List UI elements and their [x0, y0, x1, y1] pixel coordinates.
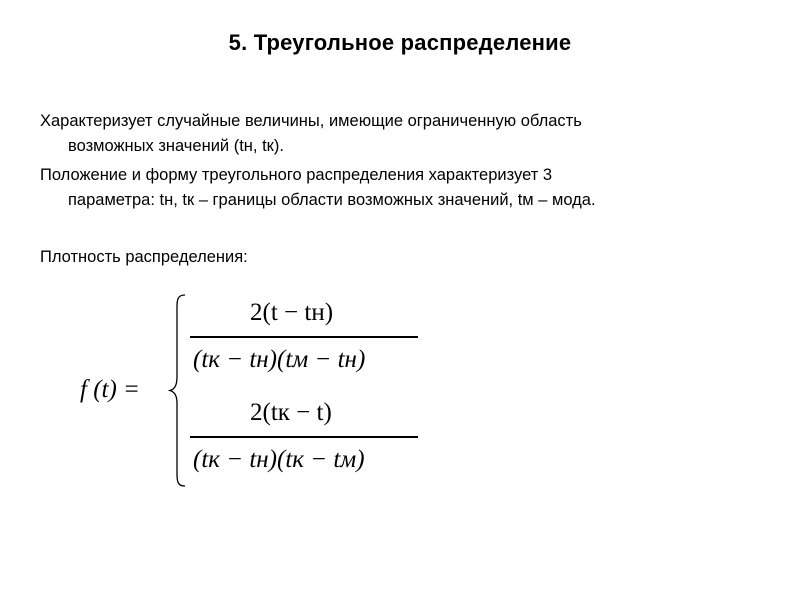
formula-brace	[168, 293, 190, 488]
paragraph-description-line1: Характеризует случайные величины, имеющие ограниченную область	[40, 112, 582, 130]
paragraph-description-line2: возможных значений (tн, tк).	[68, 137, 284, 155]
case2-denominator: (tк − tн)(tк − tм)	[193, 446, 365, 473]
case2-fraction-bar	[190, 436, 418, 438]
case1-numerator: 2(t − tн)	[250, 299, 334, 326]
slide-title: 5. Треугольное распределение	[228, 30, 572, 55]
density-label: Плотность распределения:	[40, 248, 248, 266]
formula-lhs: f (t) =	[80, 376, 140, 403]
paragraph-parameters-line1: Положение и форму треугольного распределения характеризует 3	[40, 166, 553, 184]
paragraph-parameters-line2: параметра: tн, tк – границы области возможных значений, tм – мода.	[68, 191, 596, 209]
case2-numerator: 2(tк − t)	[250, 399, 332, 426]
case1-fraction-bar	[190, 336, 418, 338]
case1-denominator: (tк − tн)(tм − tн)	[193, 346, 366, 373]
